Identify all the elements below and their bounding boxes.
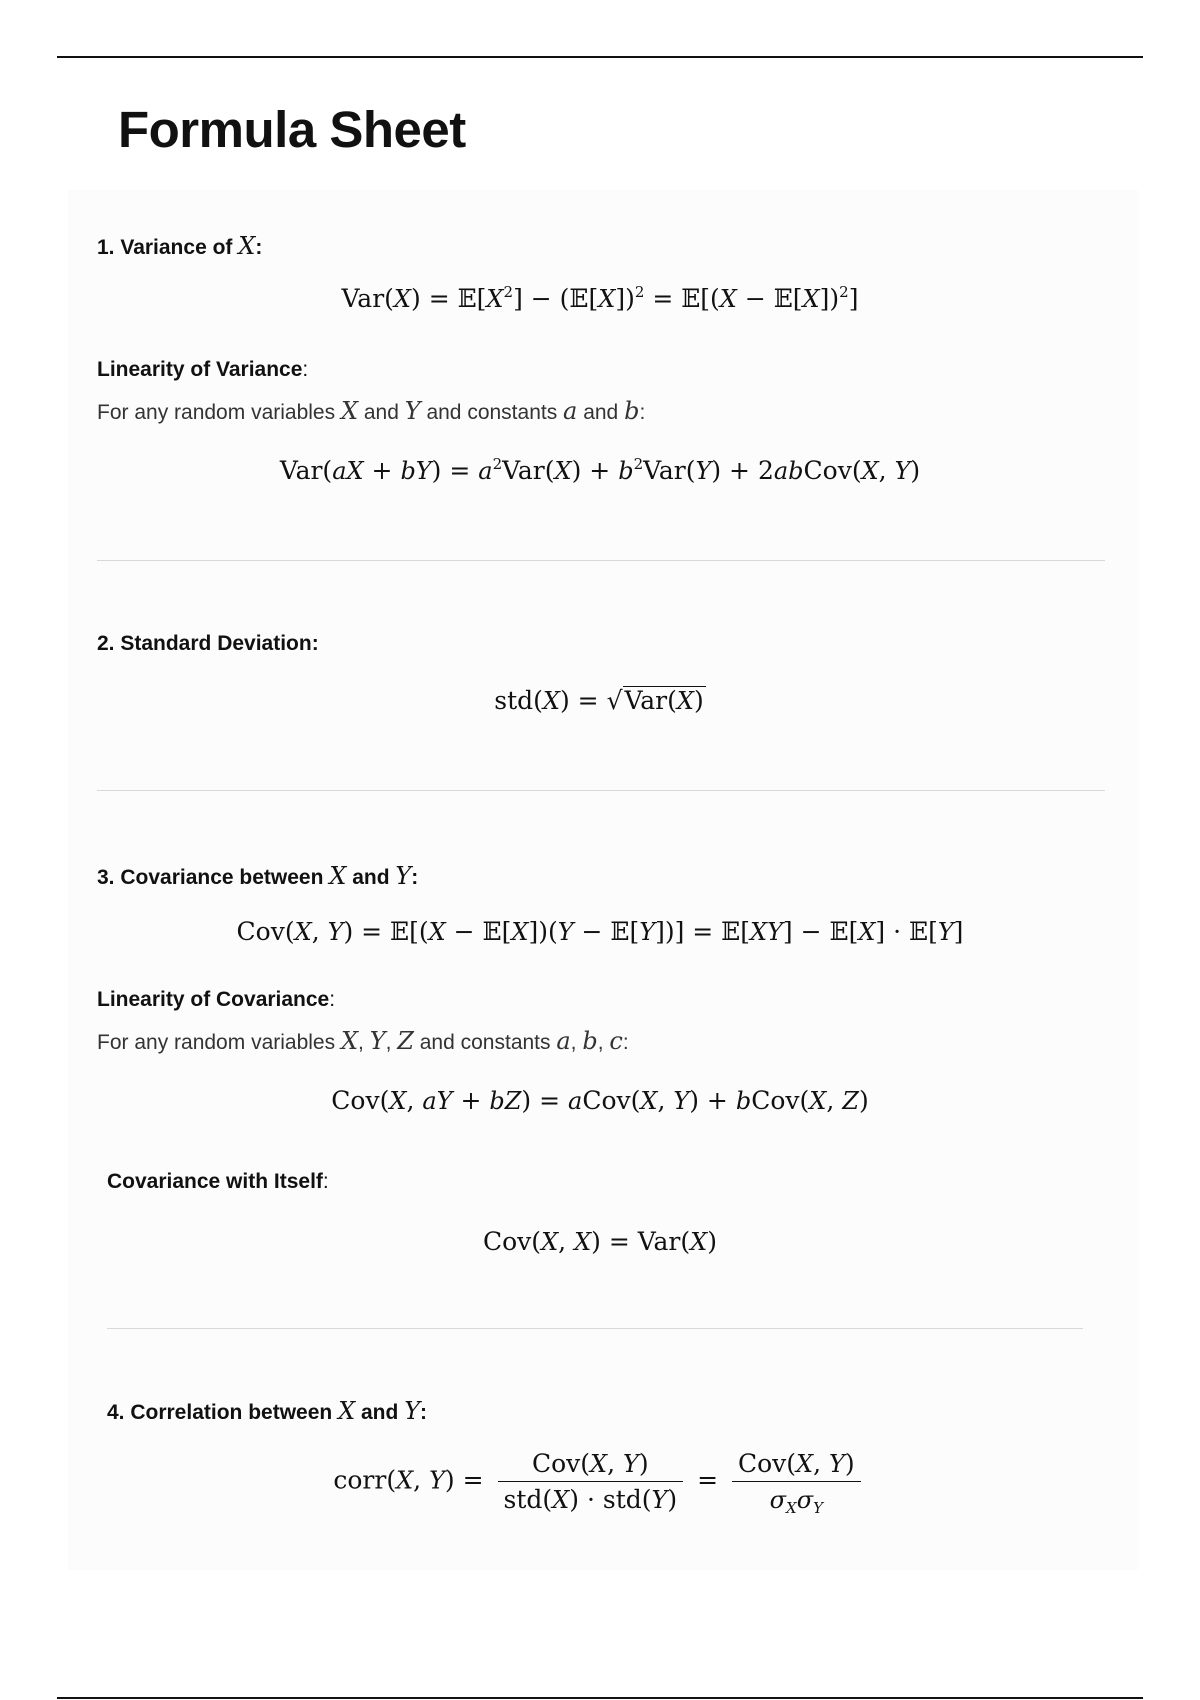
section-4-heading: 4. Correlation between X and Y:: [107, 1397, 428, 1425]
covariance-itself-heading: Covariance with Itself:: [107, 1170, 329, 1193]
correlation-fraction-1: $\frac{\text{Cov(X, Y)}}{\text{std(X) · std(Y)}}$: [498, 1446, 684, 1518]
section-4-heading-text: 4. Correlation between: [107, 1401, 333, 1424]
linearity-covariance-formula: Cov(X, aY + bZ) = aCov(X, Y) + bCov(X, Z): [331, 1086, 869, 1115]
std-formula: std(X) = √Var(X): [494, 686, 704, 715]
covariance-itself-heading-text: Covariance with Itself: [107, 1170, 323, 1193]
linearity-covariance-intro: For any random variables X, Y, Z and constants a, b, c:: [97, 1027, 629, 1055]
section-3-heading-and: and: [352, 866, 390, 889]
section-4-heading-and: and: [361, 1401, 399, 1424]
linearity-covariance-heading-text: Linearity of Covariance: [97, 988, 330, 1011]
linearity-covariance-heading: Linearity of Covariance:: [97, 988, 336, 1011]
correlation-formula: corr(X, Y) = $\frac{\text{Cov(X, Y)}}{\text{std(X) · std(Y)}}$ = $\frac{\text{Cov(X, Y)}}{\sigma_X\sigma_Y}$: [0, 1446, 1200, 1518]
section-divider-2: [97, 790, 1105, 791]
section-divider-1: [97, 560, 1105, 561]
correlation-fraction-2: $\frac{\text{Cov(X, Y)}}{\sigma_X\sigma_Y}$: [732, 1446, 861, 1518]
section-3-heading: 3. Covariance between X and Y:: [97, 862, 419, 890]
section-divider-3: [107, 1328, 1083, 1329]
section-1-heading-variable: X: [238, 232, 256, 260]
covariance-formula: Cov(X, Y) = 𝔼[(X − 𝔼[X])(Y − 𝔼[Y])] = 𝔼[XY] − 𝔼[X] · 𝔼[Y]: [236, 917, 964, 946]
page-bottom-rule: [57, 1697, 1143, 1699]
section-2-heading: 2. Standard Deviation:: [97, 632, 319, 655]
linearity-variance-formula: $Var(aX + bY) = a^2Var(X) + b^2Var(Y)$ + 2abCov(X, Y): [279, 455, 921, 485]
page-top-rule: [57, 56, 1143, 58]
linearity-variance-intro: For any random variables X and Y and constants a and b:: [97, 397, 646, 425]
covariance-itself-formula: Cov(X, X) = Var(X): [483, 1227, 717, 1256]
section-1-heading: 1. Variance of X:: [97, 232, 263, 260]
section-3-heading-text: 3. Covariance between: [97, 866, 324, 889]
variance-formula: $Var(X) = 𝔼[X^2]$ − (𝔼[X])$^2$ = 𝔼[(X − 𝔼[X])$^2$]: [341, 283, 859, 313]
linearity-variance-heading: Linearity of Variance:: [97, 358, 309, 381]
linearity-variance-heading-text: Linearity of Variance: [97, 358, 303, 381]
page-title: Formula Sheet: [118, 101, 466, 158]
section-1-heading-text: 1. Variance of: [97, 236, 233, 259]
